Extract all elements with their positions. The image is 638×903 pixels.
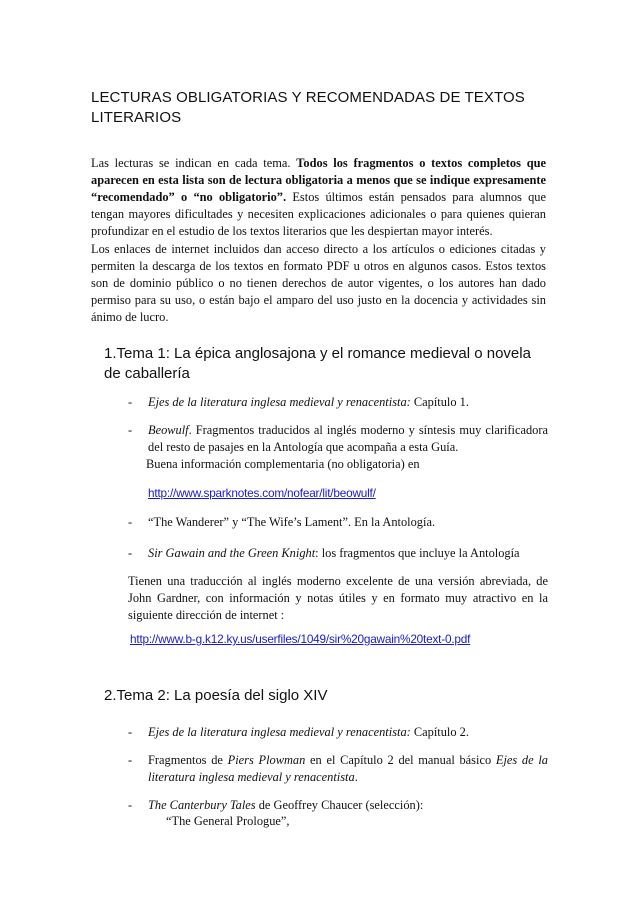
- intro-p1-end: Estos últimos están pensados para alumnos que tengan mayores dificultades y necesiten explicaciones adicionales o para quienes quieran profundizar en el estudio de los textos literarios que les despiertan mayor interés.: [91, 189, 546, 238]
- tema2-item3-sub: “The General Prologue”,: [166, 814, 290, 828]
- tema2-item3-rest: de Geoffrey Chaucer (selección):: [255, 798, 424, 812]
- tema1-item1-rest: Capítulo 1.: [410, 395, 469, 409]
- list-dash: -: [128, 423, 133, 437]
- tema2-item2-italic1: Piers Plowman: [227, 753, 306, 767]
- list-dash: -: [128, 725, 133, 739]
- tema2-item2-end: .: [354, 769, 358, 784]
- tema2-heading: 2.Tema 2: La poesía del siglo XIV: [104, 687, 328, 704]
- list-dash: -: [128, 753, 133, 767]
- document-title: LECTURAS OBLIGATORIAS Y RECOMENDADAS DE TEXTOS LITERARIOS: [91, 89, 525, 126]
- list-dash: -: [128, 395, 133, 409]
- tema1-item4-rest: : los fragmentos que incluye la Antología: [315, 546, 520, 560]
- intro-p1-bold: Todos los fragmentos o textos completos que aparecen en esta lista son de lectura obligatoria a menos que se indique expresamente “recomendado” o “no obligatorio”.: [91, 156, 546, 204]
- tema1-item3-text: “The Wanderer” y “The Wife’s Lament”. En la Antología.: [148, 515, 436, 529]
- list-dash: -: [128, 546, 133, 560]
- gawain-link[interactable]: http://www.b-g.k12.ky.us/userfiles/1049/sir%20gawain%20text-0.pdf: [130, 632, 471, 646]
- tema2-item1-rest: Capítulo 2.: [410, 725, 469, 739]
- tema2-item3-italic: The Canterbury Tales: [148, 798, 256, 812]
- tema1-item2-rest: . Fragmentos traducidos al inglés moderno y síntesis muy clarificadora del resto de pasajes en la Antología que acompaña a esta Guía.: [148, 423, 548, 454]
- tema1-note: Tienen una traducción al inglés moderno excelente de una versión abreviada, de John Gardner, con información y notas útiles y en formato muy atractivo en la siguiente dirección de internet :: [128, 574, 548, 622]
- list-dash: -: [128, 515, 133, 529]
- tema1-item4-italic: Sir Gawain and the Green Knight: [148, 546, 316, 560]
- intro-paragraph-2: Los enlaces de internet incluidos dan acceso directo a los artículos o ediciones citadas y permiten la descarga de los textos en formato PDF u otros en algunos casos. Estos textos son de dominio público o no tienen derechos de autor vigentes, o los autores han dado permiso para su uso, o están bajo el amparo del uso justo en la docencia y actividades sin ánimo de lucro.: [91, 242, 546, 324]
- list-dash: -: [128, 798, 133, 812]
- tema2-item2-start: Fragmentos de: [148, 753, 228, 767]
- tema2-item1-italic: Ejes de la literatura inglesa medieval y renacentista:: [148, 725, 411, 739]
- intro-paragraph-1: [91, 155, 546, 240]
- tema1-item1-italic: Ejes de la literatura inglesa medieval y renacentista:: [148, 395, 411, 409]
- intro-p1-start: Las lecturas se indican en cada tema.: [91, 156, 297, 170]
- beowulf-link[interactable]: http://www.sparknotes.com/nofear/lit/beowulf/: [148, 486, 376, 500]
- tema1-heading: 1.Tema 1: La épica anglosajona y el romance medieval o novela de caballería: [104, 345, 531, 382]
- tema2-item2-mid: en el Capítulo 2 del manual básico: [305, 753, 496, 767]
- tema2-item2-italic2: Ejes de la literatura inglesa medieval y renacentista: [148, 753, 548, 784]
- tema1-item2-extra: Buena información complementaria (no obligatoria) en: [146, 457, 420, 471]
- tema1-item2-italic: Beowulf: [148, 423, 189, 437]
